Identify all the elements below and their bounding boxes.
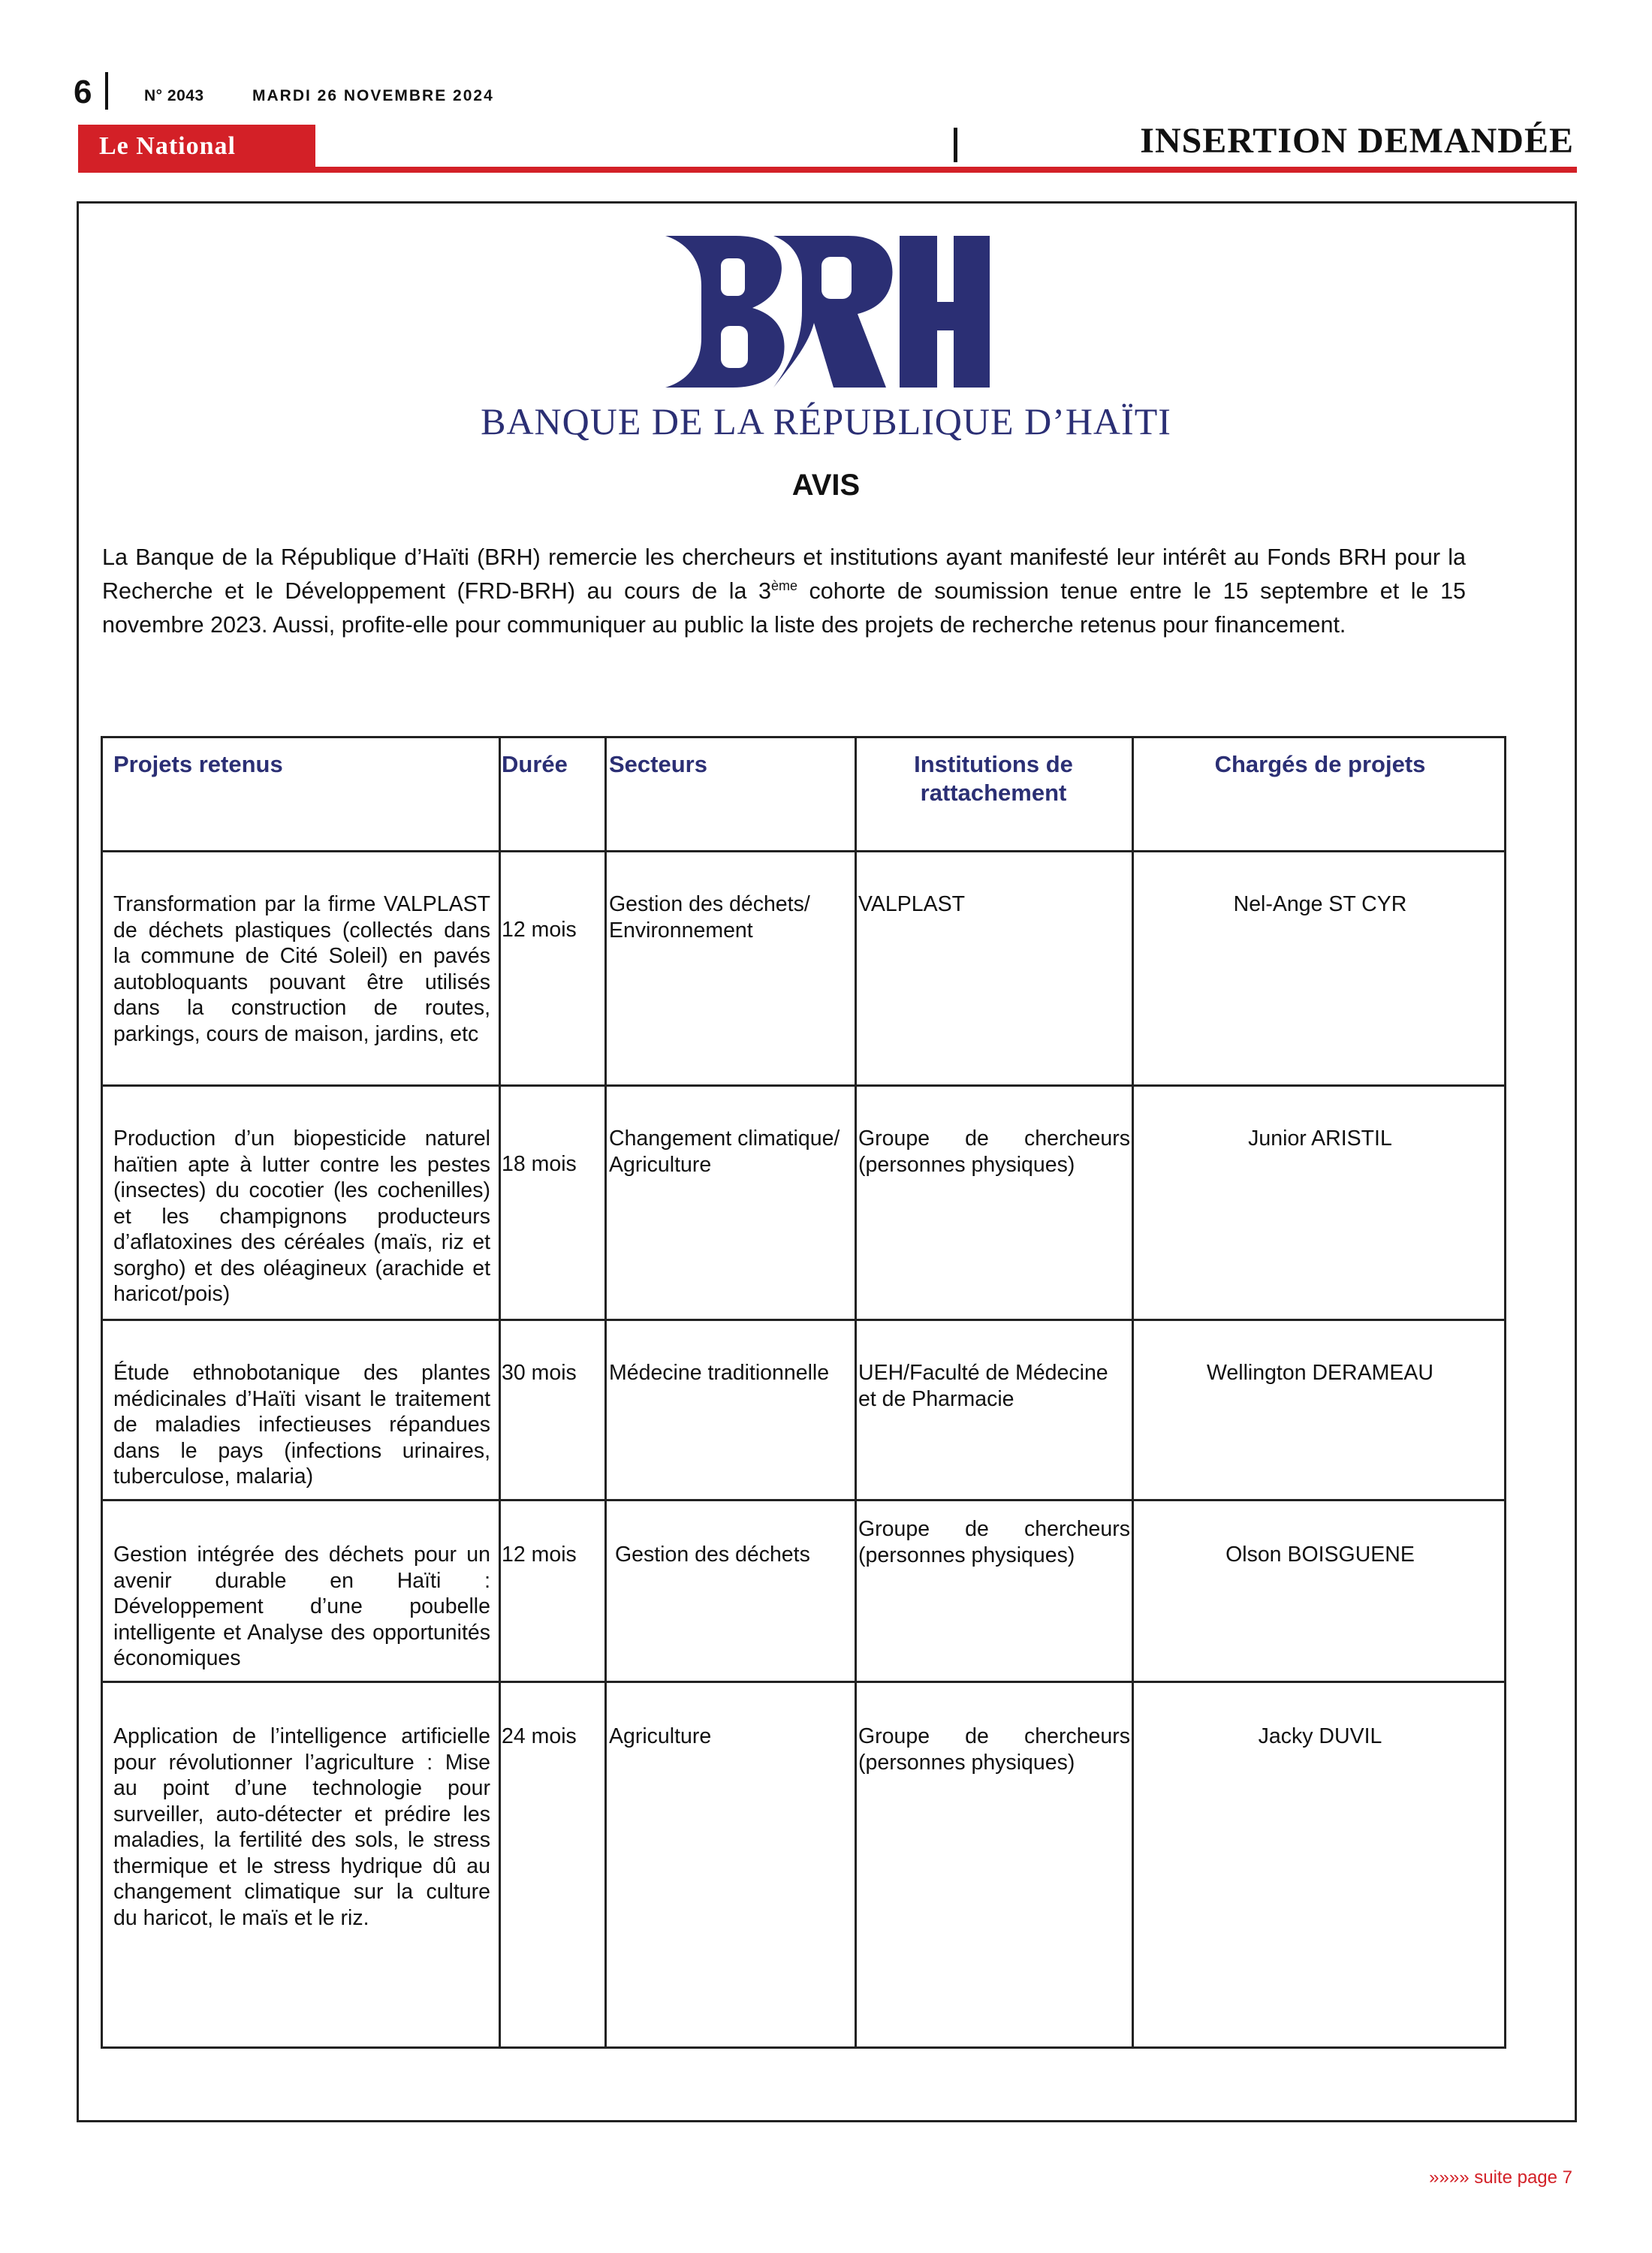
table-row-5-institution: Groupe de chercheurs (personnes physiques) (858, 1724, 1130, 1775)
newspaper-name: Le National (99, 132, 236, 160)
table-row-1-projet: Transformation par la firme VALPLAST de déchets plastiques (collectés dans la commune de Cité Soleil) en pavés autobloquants pouvant être utilisés dans la construction de routes, parkings, cours de maison, jardins, etc (113, 892, 490, 1046)
row-divider (103, 850, 1504, 852)
table-row-4-charge: Olson BOISGUENE (1225, 1543, 1415, 1567)
intro-superscript: ème (770, 578, 797, 593)
page-number-divider (105, 72, 108, 110)
row-divider (103, 1319, 1504, 1321)
projects-table (101, 736, 1506, 2049)
row-divider (103, 1499, 1504, 1501)
table-row-1-institution: VALPLAST (858, 892, 966, 916)
header-institutions: Institutions de rattachement (914, 751, 1073, 806)
header-secteurs: Secteurs (609, 751, 707, 777)
table-row-2-institution: Groupe de chercheurs (personnes physiques) (858, 1126, 1130, 1177)
table-row-4-projet: Gestion intégrée des déchets pour un avenir durable en Haïti : Développement d’une poubelle intelligente et Analyse des opportunités économiques (113, 1543, 490, 1670)
brh-logo (661, 233, 991, 391)
header-rule (78, 167, 1577, 173)
notice-title: AVIS (791, 469, 861, 502)
issue-number: N° 2043 (144, 87, 204, 104)
table-row-3-institution: UEH/Faculté de Médecine et de Pharmacie (858, 1361, 1108, 1411)
table-row-5-charge: Jacky DUVIL (1258, 1724, 1382, 1748)
issue-date: MARDI 26 NOVEMBRE 2024 (252, 87, 494, 104)
table-row-1-charge: Nel-Ange ST CYR (1233, 892, 1407, 916)
table-row-3-charge: Wellington DERAMEAU (1207, 1361, 1433, 1385)
header-charges: Chargés de projets (1214, 751, 1426, 777)
column-divider (499, 738, 501, 2046)
page-number: 6 (74, 74, 92, 110)
table-row-5-secteur: Agriculture (609, 1724, 712, 1748)
section-title: INSERTION DEMANDÉE (1140, 121, 1574, 161)
table-row-4-duree: 12 mois (502, 1543, 577, 1567)
table-row-3-secteur: Médecine traditionnelle (609, 1361, 830, 1385)
table-row-2-projet: Production d’un biopesticide naturel haïtien apte à lutter contre les pestes (insectes) du cocotier (les cochenilles) et les champignons producteurs d’aflatoxines des céréales (maïs, riz et sorgho) et des oléagineux (arachide et haricot/pois) (113, 1126, 490, 1306)
table-row-3-duree: 30 mois (502, 1361, 577, 1385)
row-divider (103, 1681, 1504, 1683)
table-row-2-secteur: Changement climatique/ Agriculture (609, 1126, 840, 1177)
header-divider (954, 128, 957, 162)
table-row-3-projet: Étude ethnobotanique des plantes médicinales d’Haïti visant le traitement de maladies infectieuses répandues dans le pays (infections urinaires, tuberculose, malaria) (113, 1361, 490, 1488)
intro-text-part-2: cohorte de soumission tenue entre le 15 septembre et le 15 novembre 2023. Aussi, profite-elle pour communiquer au public la liste des projets de recherche retenus pour financement. (102, 578, 1466, 638)
column-divider (604, 738, 607, 2046)
notice-intro (102, 541, 1466, 642)
column-divider (855, 738, 857, 2046)
table-row-5-duree: 24 mois (502, 1724, 577, 1748)
table-row-2-duree: 18 mois (502, 1152, 577, 1176)
table-row-4-institution: Groupe de chercheurs (personnes physiques) (858, 1517, 1130, 1567)
table-row-1-duree: 12 mois (502, 918, 577, 942)
table-row-5-projet: Application de l’intelligence artificielle pour révolutionner l’agriculture : Mise au point d’une technologie pour surveiller, auto-détecter et prédire les maladies, la fertilité des sols, le stress thermique et le stress hydrique dû au changement climatique sur la culture du haricot, le maïs et le riz. (113, 1724, 490, 1930)
intro-text-part-1: La Banque de la République d’Haïti (BRH) remercie les chercheurs et institutions ayant manifesté leur intérêt au Fonds BRH pour la Recherche et le Développement (FRD-BRH) au cours de la 3 (102, 544, 1466, 604)
header-projets: Projets retenus (113, 751, 283, 777)
continuation-link[interactable]: »»»» suite page 7 (1429, 2167, 1572, 2188)
column-divider (1132, 738, 1134, 2046)
table-row-1-secteur: Gestion des déchets/ Environnement (609, 892, 810, 943)
bank-name: BANQUE DE LA RÉPUBLIQUE D’HAÏTI (481, 400, 1171, 442)
row-divider (103, 1084, 1504, 1087)
header-duree: Durée (502, 751, 568, 777)
table-row-2-charge: Junior ARISTIL (1248, 1126, 1392, 1151)
table-row-4-secteur: Gestion des déchets (615, 1543, 810, 1567)
